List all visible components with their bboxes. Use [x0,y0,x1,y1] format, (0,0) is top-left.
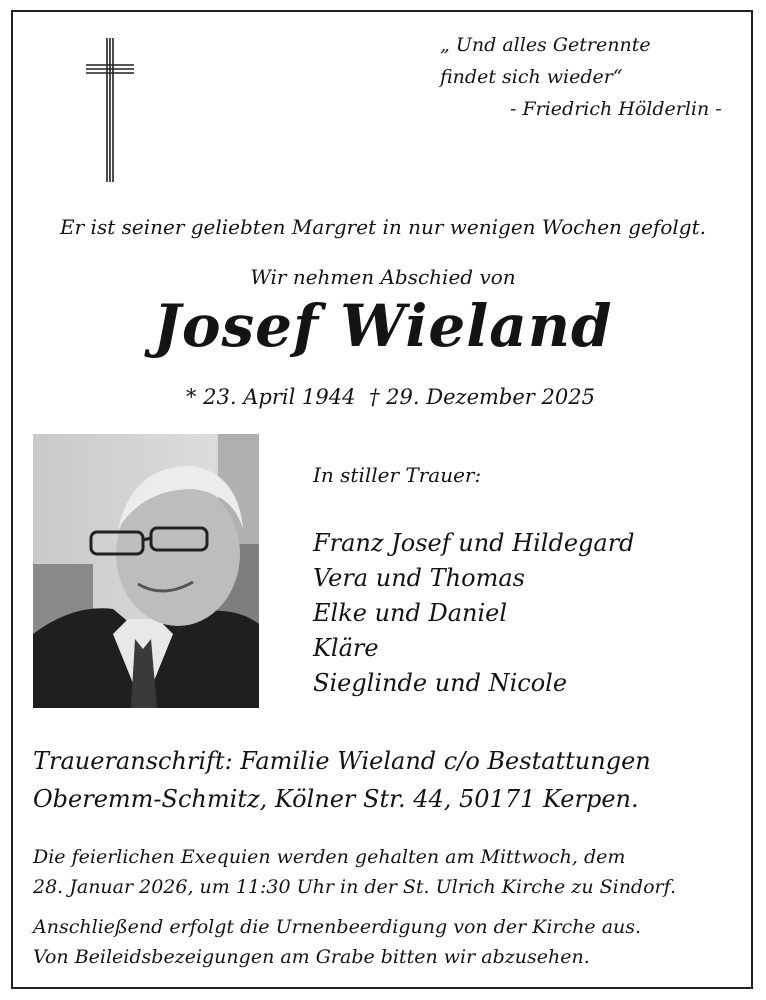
service-line-2: 28. Januar 2026, um 11:30 Uhr in der St. Ulrich Kirche zu Sindorf. [33,876,677,898]
family-member: Franz Josef und Hildegard [313,529,635,557]
address-line-2: Oberemm-Schmitz, Kölner Str. 44, 50171 Kerpen. [33,785,639,813]
quote-line-1: „ Und alles Getrennte [440,34,651,56]
portrait-photo [33,434,259,708]
cross-icon [84,36,136,184]
address-line-1: Traueranschrift: Familie Wieland c/o Bestattungen [33,747,651,775]
family-member: Sieglinde und Nicole [313,669,568,697]
farewell-text: Wir nehmen Abschied von [250,265,516,289]
death-date: † 29. Dezember 2025 [369,385,595,409]
family-member: Kläre [313,634,379,662]
service-line-1: Die feierlichen Exequien werden gehalten am Mittwoch, dem [33,846,626,868]
intro-text: Er ist seiner geliebten Margret in nur wenigen Wochen gefolgt. [60,215,706,239]
quote-author: - Friedrich Hölderlin - [510,98,722,120]
family-member: Elke und Daniel [313,599,508,627]
quote-line-2: findet sich wieder“ [440,66,623,88]
service-line-3: Anschließend erfolgt die Urnenbeerdigung von der Kirche aus. [33,916,642,938]
deceased-name: Josef Wieland [153,292,613,360]
mourning-label: In stiller Trauer: [313,463,482,487]
service-line-4: Von Beileidsbezeigungen am Grabe bitten wir abzusehen. [33,946,590,968]
family-member: Vera und Thomas [313,564,525,592]
birth-date: * 23. April 1944 [186,385,356,409]
